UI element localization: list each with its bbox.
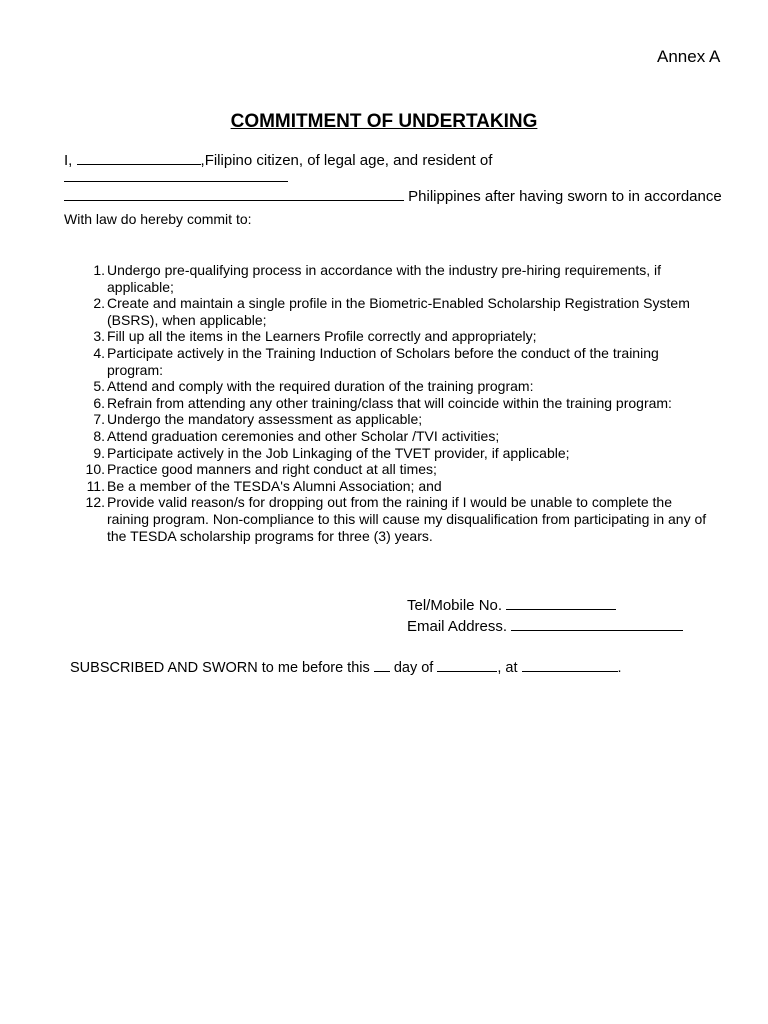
list-item-number: 9. bbox=[93, 444, 105, 461]
list-item-text: Undergo pre-qualifying process in accordance with the industry pre-hiring requirements, if applicable; bbox=[107, 262, 662, 295]
list-item-number: 2. bbox=[93, 295, 105, 312]
list-item-number: 7. bbox=[93, 411, 105, 428]
sworn-end: . bbox=[617, 660, 622, 676]
day-blank bbox=[374, 658, 390, 672]
sworn-part3: , at bbox=[497, 660, 518, 676]
list-item-number: 12. bbox=[85, 494, 105, 511]
list-item bbox=[64, 295, 714, 328]
sworn-statement bbox=[70, 658, 622, 676]
list-item-number: 4. bbox=[93, 344, 105, 361]
list-item-text: Attend graduation ceremonies and other Scholar /TVI activities; bbox=[107, 427, 500, 444]
annex-label: Annex A bbox=[657, 47, 721, 66]
month-blank bbox=[437, 658, 497, 672]
list-item bbox=[64, 461, 714, 478]
list-item-text: Participate actively in the Job Linkaging of the TVET provider, if applicable; bbox=[107, 444, 570, 461]
list-item bbox=[64, 494, 714, 544]
intro-line-2 bbox=[64, 187, 722, 205]
commitment-list bbox=[64, 262, 714, 544]
list-item-number: 6. bbox=[93, 394, 105, 411]
intro-line-1: I, ,Filipino citizen, of legal age, and resident of bbox=[64, 152, 493, 169]
tel-line bbox=[407, 595, 683, 616]
list-item-text: Participate actively in the Training Induction of Scholars before the conduct of the training program: bbox=[107, 344, 659, 378]
email-label: Email Address. bbox=[407, 618, 508, 635]
email-line bbox=[407, 616, 683, 637]
list-item bbox=[64, 478, 714, 495]
intro-prefix: I, bbox=[64, 152, 73, 169]
list-item bbox=[64, 328, 714, 345]
list-item-number: 1. bbox=[93, 262, 105, 278]
list-item-number: 11. bbox=[86, 477, 105, 494]
place-blank bbox=[522, 658, 618, 672]
intro-line2-text: Philippines after having sworn to in accordance bbox=[408, 188, 722, 205]
sworn-part1: SUBSCRIBED AND SWORN to me before this bbox=[70, 660, 370, 676]
name-blank bbox=[77, 151, 201, 165]
sworn-part2: day of bbox=[393, 660, 434, 676]
list-item bbox=[64, 345, 714, 378]
list-item bbox=[64, 262, 714, 295]
residence-blank-1 bbox=[64, 181, 288, 182]
tel-label: Tel/Mobile No. bbox=[407, 597, 503, 614]
list-item-text: Fill up all the items in the Learners Profile correctly and appropriately; bbox=[107, 328, 537, 345]
email-blank bbox=[511, 617, 683, 631]
list-item bbox=[64, 445, 714, 462]
list-item-text: Practice good manners and right conduct at all times; bbox=[107, 461, 437, 478]
list-item-text: Be a member of the TESDA's Alumni Association; and bbox=[107, 477, 442, 494]
intro-line-3: With law do hereby commit to: bbox=[64, 211, 252, 227]
residence-blank-2 bbox=[64, 187, 404, 201]
list-item bbox=[64, 395, 714, 412]
list-item-text: Attend and comply with the required duration of the training program: bbox=[107, 378, 534, 395]
list-item-text: Undergo the mandatory assessment as applicable; bbox=[107, 411, 423, 428]
list-item bbox=[64, 428, 714, 445]
list-item bbox=[64, 411, 714, 428]
list-item-number: 10. bbox=[85, 461, 105, 478]
list-item-text: Refrain from attending any other training/class that will coincide within the training program: bbox=[107, 394, 672, 411]
contact-block bbox=[407, 595, 683, 637]
list-item-text: Create and maintain a single profile in the Biometric-Enabled Scholarship Registration System (BSRS), when applicable; bbox=[107, 295, 690, 328]
list-item-number: 3. bbox=[93, 328, 105, 345]
list-item-number: 5. bbox=[93, 378, 105, 395]
intro-after-blank: Filipino citizen, of legal age, and resident of bbox=[204, 152, 493, 169]
tel-blank bbox=[506, 596, 616, 610]
list-item-text: Provide valid reason/s for dropping out from the raining if I would be unable to complete the raining program. Non-compliance to this will cause my disqualification from participating in any of the TESDA scholarship programs for three (3) years. bbox=[107, 494, 707, 544]
list-item-number: 8. bbox=[93, 427, 105, 444]
list-item bbox=[64, 378, 714, 395]
document-title: COMMITMENT OF UNDERTAKING bbox=[230, 111, 538, 132]
